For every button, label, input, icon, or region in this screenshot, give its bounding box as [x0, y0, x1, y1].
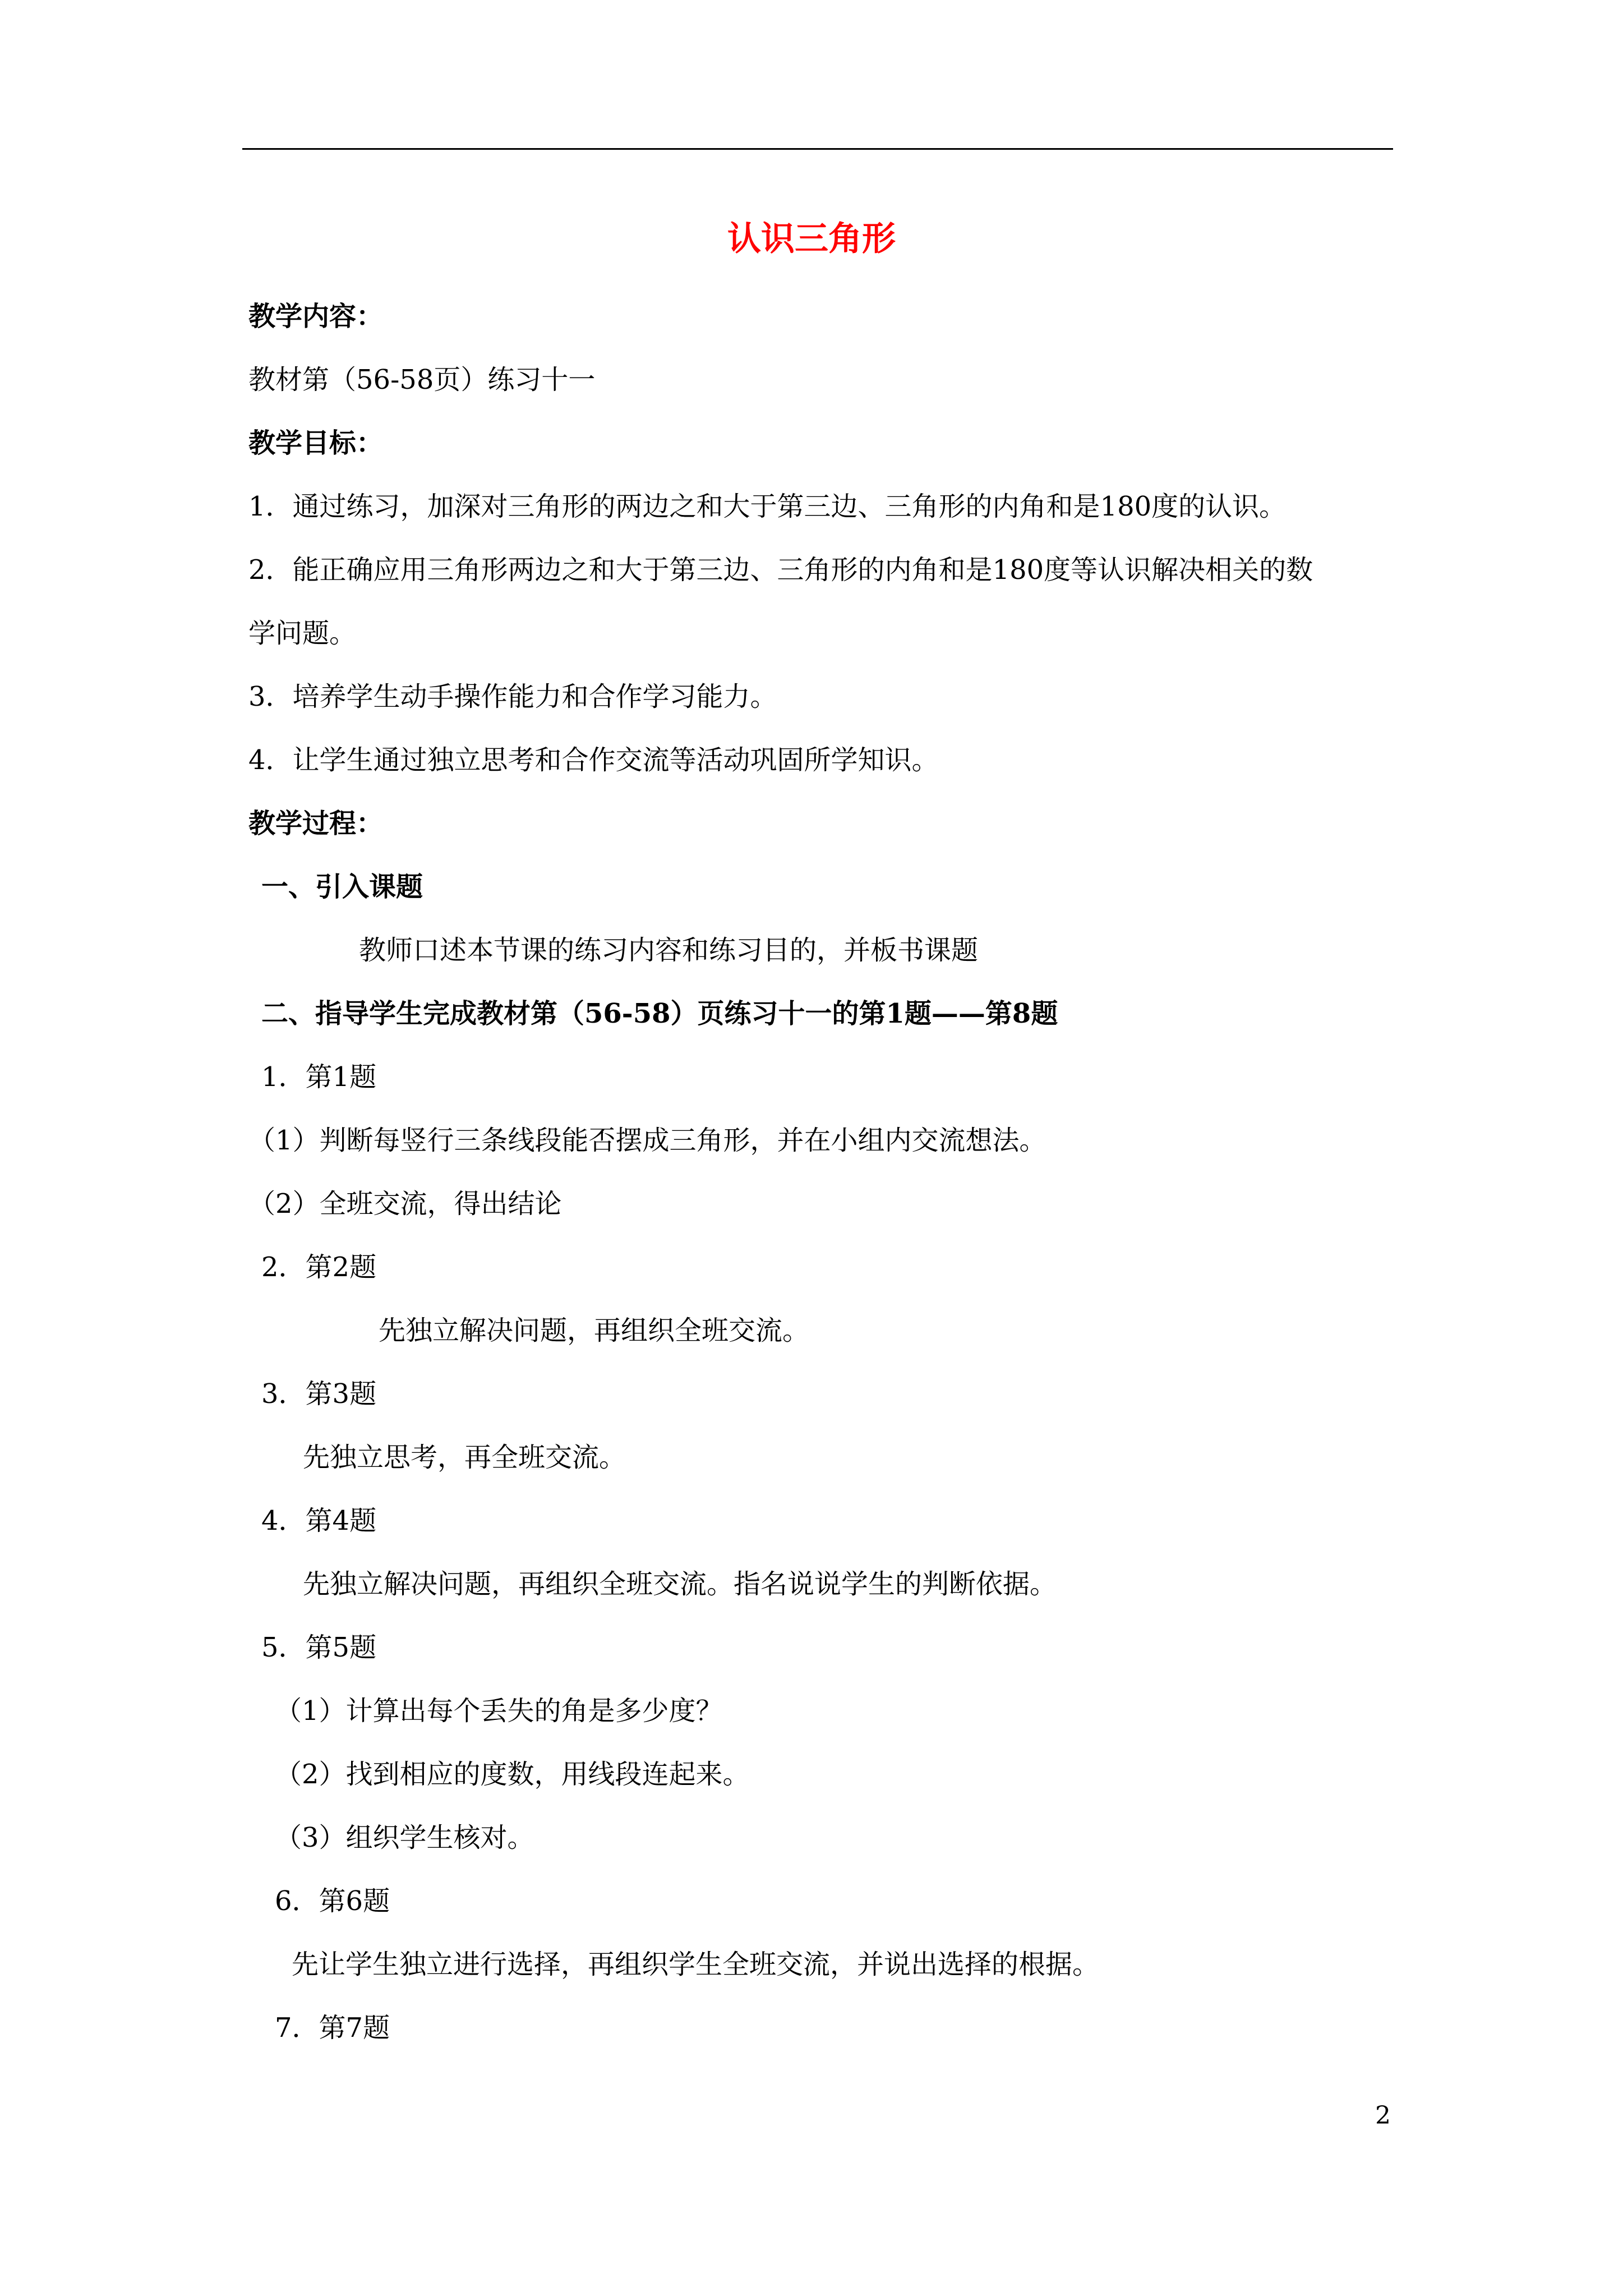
paragraph: 先独立解决问题，再组织全班交流。 [379, 1315, 810, 1346]
page-number: 2 [1375, 2101, 1391, 2130]
step-item: （1）计算出每个丢失的角是多少度？ [275, 1695, 723, 1727]
objective-item: 3．培养学生动手操作能力和合作学习能力。 [248, 681, 777, 712]
section-heading-objectives: 教学目标： [248, 427, 384, 459]
objective-item-continued: 学问题。 [248, 618, 357, 649]
step-item: （1）判断每竖行三条线段能否摆成三角形，并在小组内交流想法。 [248, 1125, 1046, 1156]
exercise-item: 4．第4题 [261, 1505, 377, 1536]
exercise-item: 6．第6题 [275, 1885, 390, 1917]
objective-item: 1．通过练习，加深对三角形的两边之和大于第三边、三角形的内角和是180度的认识。 [248, 491, 1287, 522]
step-item: （3）组织学生核对。 [275, 1822, 534, 1853]
section-heading-content: 教学内容： [248, 301, 384, 332]
section-heading-process: 教学过程： [248, 808, 384, 839]
exercise-item: 7．第7题 [275, 2012, 390, 2044]
exercise-item: 1．第1题 [261, 1061, 377, 1093]
subsection-heading: 一、引入课题 [261, 871, 423, 903]
paragraph: 先让学生独立进行选择，再组织学生全班交流，并说出选择的根据。 [292, 1949, 1100, 1980]
objective-item: 4．让学生通过独立思考和合作交流等活动巩固所学知识。 [248, 744, 939, 776]
content-text: 教材第（56-58页）练习十一 [248, 364, 596, 395]
paragraph: 教师口述本节课的练习内容和练习目的，并板书课题 [359, 935, 979, 966]
exercise-item: 3．第3题 [261, 1378, 377, 1410]
paragraph: 先独立思考，再全班交流。 [303, 1442, 626, 1473]
exercise-item: 5．第5题 [261, 1632, 377, 1663]
exercise-item: 2．第2题 [261, 1251, 377, 1283]
objective-item: 2．能正确应用三角形两边之和大于第三边、三角形的内角和是180度等认识解决相关的数 [248, 554, 1313, 586]
header-rule [242, 148, 1393, 150]
step-item: （2）全班交流，得出结论 [248, 1188, 562, 1220]
step-item: （2）找到相应的度数，用线段连起来。 [275, 1759, 750, 1790]
subsection-heading: 二、指导学生完成教材第（56-58）页练习十一的第1题——第8题 [261, 998, 1058, 1029]
page-title: 认识三角形 [727, 219, 896, 259]
paragraph: 先独立解决问题，再组织全班交流。指名说说学生的判断依据。 [303, 1568, 1057, 1600]
